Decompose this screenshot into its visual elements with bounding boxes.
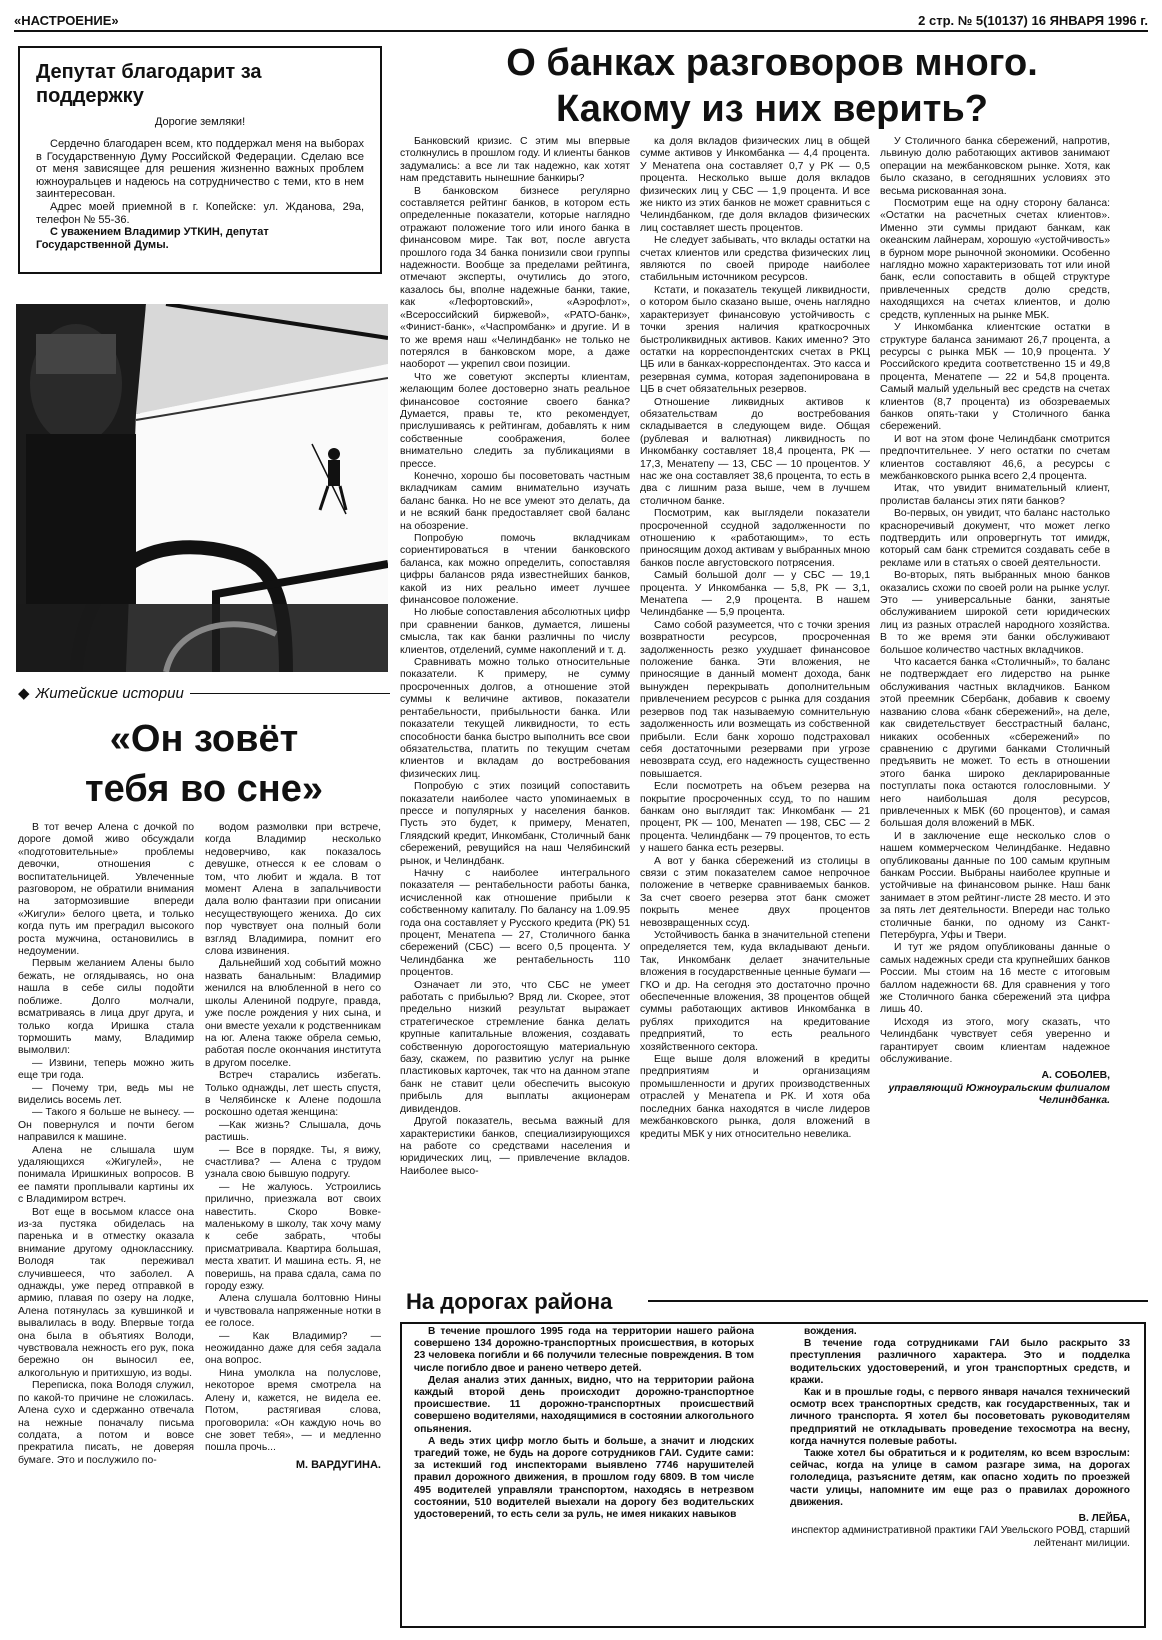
deputy-salutation: Дорогие земляки! xyxy=(154,116,246,128)
section-name: «НАСТРОЕНИЕ» xyxy=(14,13,119,28)
diamond-icon: ◆ xyxy=(18,685,30,702)
bank-article-column-1: Банковский кризис. С этим мы впервые столкнулись в прошлом году. И клиенты банков задумались: а все ли так надежно, как хотят нам представить нынешние банкиры? В банковском бизнесе регулярно составляется рейтинг банков, в котором есть определенные показатели, которые наглядно отражают положение того или иного банка в финансовом мире. Так вот, после августа прошлого года 34 банка понизили свои группы надежности. Вообще за пределами рейтинга, отмечают эксперты, очутились до этого, казалось бы, вполне надежные банки, такие, как «Лефортовский», «Аэрофлот», «Всероссийский биржевой», «РАТО-банк», «Финист-банк», «Часпромбанк» и другие. И в то же время наш «Челиндбанк» не только не потерялся в банковском море, а даже наоборот — укрепил свои позиции. Что же советуют эксперты клиентам, желающим более достоверно знать реальное финансовое состояние своего банка? Думается, правы те, кто рекомендует, прислушиваясь к рейтингам, добавлять к ним собственные соображения, более внимательно следить за публикациями в прессе. Конечно, хорошо бы посоветовать частным вкладчикам самим внимательно изучать баланс банка. Но не все умеют это делать, да и не всякий банк предоставляет свой баланс на обозрение. Попробую помочь вкладчикам сориентироваться в чтении банковского баланса, как можно определить, сопоставляя цифры балансов ряда известнейших банков, какой из них реально имеет лучшее финансовое положение. Но любые сопоставления абсолютных цифр при сравнении банков, думается, лишены смысла, так как банки различны по числу клиентов, отделений, сумме накоплений и т. д. Сравнивать можно только относительные показатели. К примеру, не сумму просроченных долгов, а отношение этой суммы к величине активов, показатели рентабельности, прибыльности банка. Или показатели текущей ликвидности, то есть способности банка быстро выполнить все свои обязательства, платить по текущим счетам клиентов и вкладам до востребования физических лиц. Попробую с этих позиций сопоставить показатели наиболее часто упоминаемых в прессе и популярных у населения банков. Пусть это будет, к примеру, Менатеп, Гляядский кредит, Инкомбанк, Столичный банк сбережений, ревущийся на наш Челябинский рынок, и Челиндбанк. Начну с наиболее интегрального показателя — рентабельности работы банка, исчисленной как отношение прибыли к собственному капиталу. По балансу на 1.09.95 года она составляет у Русского кредита (РК) 51 процент, Менатепа — 27, Столичного банка сбережений (СБС) — всего 0,5 процента. У Челиндбанка же рентабельность 110 процентов. Означает ли это, что СБС не умеет работать с прибылью? Вряд ли. Скорее, этот предельно низкий результат выражает стратегическое стремление банка делать крупные капитальные вложения, создавать собственную дорогостоящую материальную базу, скажем, по развитию услуг на рынке пластиковых карточек, так что на данном этапе банк не ставит цели обеспечить высокую прибыль для выплаты акционерам дивидендов. Другой показатель, весьма важный для характеристики банков, специализирующихся на работе со средствами населения и юридических лиц, — привлечение вкладов. Наиболее высо- xyxy=(400,136,630,1177)
photo-tram-window xyxy=(16,304,388,672)
roads-column-1: В течение прошлого 1995 года на территории нашего района совершено 134 дорожно-транспортных происшествия, в которых 23 человека погибли и 66 получили телесные повреждения. В том числе погибло двое и ранено четверо детей. Делая анализ этих данных, видно, что на территории района каждый второй день происходит дорожно-транспортное происшествие. 11 дорожно-транспортных происшествий совершено водителями, находящимися в состоянии алкогольного опьянения. А ведь этих цифр могло быть и больше, а значит и людских трагедий тоже, не будь на дороге сотрудников ГАИ. Судите сами: за истекший год инспекторами выявлено 7746 нарушителей правил дорожного движения, в прошлом году 6809. В том числе 495 водителей управляли транспортом, находясь в нетрезвом состоянии, 510 водителей выехали на дорогу без водительских удостоверений, то есть сели за руль, не имея никаких навыков xyxy=(414,1326,754,1521)
roads-divider xyxy=(648,1300,1148,1302)
deputy-box xyxy=(18,46,382,274)
roads-column-2: вождения. В течение года сотрудниками ГАИ было раскрыто 33 преступления различного характера. Это и подделка водительских удостоверений, и угон транспортных средств, и кражи. Как и в прошлые годы, с первого января начался технический осмотр всех транспортных средств, как государственных, так и личного транспорта. Я хотел бы посоветовать руководителям предприятий не откладывать проведение техосмотра на весну, когда начнутся полевые работы. Также хотел бы обратиться и к родителям, ко всем взрослым: сейчас, когда на улице в самом разгаре зима, на дорогах гололедица, разъясните детям, как опасно ходить по проезжей части улицы, напомните им еще раз о правилах дорожного движения. В. ЛЕЙБА, инспектор административной практики ГАИ Увельского РОВД, старший лейтенант милиции. xyxy=(790,1326,1130,1549)
roads-signature: В. ЛЕЙБА, инспектор административной практики ГАИ Увельского РОВД, старший лейтенант милиции. xyxy=(791,1513,1130,1549)
article-headline: О банках разговоров много. Какому из них верить? xyxy=(506,42,1038,130)
rubric-label: Житейские истории xyxy=(35,684,184,702)
story-column-2: водом размолвки при встрече, когда Владимир несколько недоверчиво, как показалось девушке, отнесся к ее словам о том, что любит и ждала. В тот момент Алена в запальчивости дала волю фантазии при описании несуществующего жениха. До сих пор чувствует она полный боли взгляд Владимира, помнит его слова извинения. Дальнейший ход событий можно назвать банальным: Владимир женился на влюбленной в него со школы Алениной подруге, правда, уже после рождения у них сына, и они вместе уехали к родственникам на юг. Алена также обрела семью, работая после окончания института в другом поселке. Встреч старались избегать. Только однажды, лет шесть спустя, в Челябинске к Алене подошла роскошно одетая женщина: —Как жизнь? Слышала, дочь растишь. — Все в порядке. Ты, я вижу, счастлива? — Алена с трудом узнала свою бывшую подругу. — Не жалуюсь. Устроились прилично, приезжала вот своих навестить. Скоро Вовке-маленькому в школу, так хочу маму к себе забрать, чтобы присматривала. Квартира большая, места хватит. И машина есть. Я, не поверишь, на права сдала, сама по городу езжу. Алена слушала болтовню Нины и чувствовала напряженные нотки в ее голосе. — Как Владимир? — неожиданно даже для себя задала она вопрос. Нина умолкла на полуслове, некоторое время смотрела на Алену и, кажется, не видела ее. Потом, растягивая слова, проговорила: «Он каждую ночь во сне зовет тебя», — и медленно пошла прочь... М. ВАРДУГИНА. xyxy=(205,822,381,1471)
story-title: «Он зовёт тебя во сне» xyxy=(85,718,323,810)
roads-title: На дорогах района xyxy=(406,1289,613,1314)
deputy-text: Сердечно благодарен всем, кто поддержал меня на выборах в Государственную Думу Российской Федерации. Сделаю все от меня зависящее для решения жизненно важных проблем южноуральцев и надеюсь на сотрудничество с теми, кто в нем заинтересован. Адрес моей приемной в г. Копейске: ул. Жданова, 29а, телефон № 55-36. xyxy=(36,138,364,226)
deputy-signature: С уважением Владимир УТКИН, депутат Государственной Думы. xyxy=(36,226,269,251)
story-column-1: В тот вечер Алена с дочкой по дороге домой живо обсуждали «подготовительные» проблемы девочки, отношения с воспитательницей. Увлеченные разговором, не обратили внимания на затормозившие впереди «Жигули» белого цвета, и только когда путь им преградил высокого роста мужчина, остановились в недоумении. Первым желанием Алены было бежать, не оглядываясь, но она нашла в себе силы подойти поближе. Долго молчали, всматриваясь в лица друг друга, и только когда Иришка стала тормошить маму, Владимир вымолвил: — Извини, теперь можно жить еще три года. — Почему три, ведь мы не виделись восемь лет. — Такого я больше не вынесу. — Он повернулся и почти бегом направился к машине. Алена не слышала шум удаляющихся «Жигулей», не понимала Иришкиных вопросов. В ее памяти проплывали картины их с Владимиром встреч. Вот еще в восьмом классе она из-за пустяка обиделась на паренька и в отместку оказала внимание другому однокласснику. Володя так переживал случившееся, что заболел. А однажды, уже перед отправкой в армию, плавая по озеру на лодке, Алена потянулась за кувшинкой и вывалилась в воду. Впервые тогда она была в объятиях Володи, чувствовала нежность его рук, пока бережно он выносил ее, алкогольную и притихшую, из воды. Переписка, пока Володя служил, по какой-то причине не сложилась. Алена сухо и сдержанно отвечала на нежные поначалу письма солдата, а потом и вовсе прекратила писать, не доверяя бумаге. Это и послужило по- xyxy=(18,822,194,1466)
bank-article-column-2: ка доля вкладов физических лиц в общей сумме активов у Инкомбанка — 4,4 процента. У Менатепа она составляет 0,7 у РК — 0,5 процента. Несколько выше доля вкладов физических лиц у СБС — 1,9 процента. И все же никто из этих банков не может сравниться с Челиндбанком, где доля вкладов физических лиц составляет шесть процентов. Не следует забывать, что вклады остатки на счетах клиентов или средства физических лиц являются по своей природе наиболее стабильным источником ресурсов. Кстати, и показатель текущей ликвидности, о котором было сказано выше, очень наглядно характеризует финансовую устойчивость с точки зрения наличия краткосрочных быстроликвидных активов. Каких именно? Это остатки на корреспондентских счетах в РКЦ ЦБ или в банках-корреспондентах. Это касса и резервная сумма, которая задепонирована в ЦБ в счет обязательных резервов. Отношение ликвидных активов к обязательствам до востребования складывается в следующем виде. Общая (рублевая и валютная) ликвидность по Инкомбанку составляет 18,4 процента, РК — 17,3, Менатепу — 13, СБС — 10 процентов. У нас же она составляет 38,6 процента, то есть в два с лишним раза выше, чем в лучшем столичном банке. Посмотрим, как выглядели показатели просроченной ссудной задолженности по отношению к «работающим», то есть приносящим доход активам у выбранных мною банков после августовского потрясения. Самый большой долг — у СБС — 19,1 процента. У Инкомбанка — 5,8, РК — 3,1, Менатепа — 2,9 процента. В нашем Челиндбанке — 5,9 процента. Само собой разумеется, что с точки зрения возвратности ресурсов, просроченная задолженность резко ухудшает финансовое положение банка. Эти вложения, не приносящие в данный момент дохода, банк вынужден перекрывать дополнительным привлечением ресурсов с рынка для создания резервов под так называемую сомнительную задолженность или возмещать из собственной прибыли. Если банк хорошо подстраховал себя достаточными резервами при угрозе невозврата ссуд, его надежность существенно повышается. Если посмотреть на объем резерва на покрытие просроченных ссуд, то по нашим банкам оно выглядит так: Инкомбанк — 21 процент, РК — 100, Менатеп — 198, СБС — 2 процента. Челиндбанк — 79 процентов, то есть у нашего банка есть резервы. А вот у банка сбережений из столицы в связи с этим показателем самое непрочное положение в четверке сравниваемых банков. За счет своего резерва этот банк сможет покрыть менее двух процентов невозвращенных ссуд. Устойчивость банка в значительной степени определяется тем, куда вкладывают деньги. Так, Инкомбанк делает значительные вложения в государственные ценные бумаги — ГКО и др. На сегодня это достаточно прочно обеспеченные вложения, 38 процентов общей суммы работающих активов Инкомбанка в рублях приходится на кредитование предприятий, то есть реального хозяйственного сектора. Еще выше доля вложений в кредиты предприятиям и организациям промышленности и других производственных отраслей у Менатепа и РК. И хотя оба последних банка находятся в числе лидеров межбанковского рынка, доля вложений в кредиты МБК у них относительно невелика. xyxy=(640,136,870,1140)
story-byline: М. ВАРДУГИНА. xyxy=(295,1458,381,1471)
bank-article-signature: А. СОБОЛЕВ, управляющий Южноуральским филиалом Челиндбанка. xyxy=(888,1070,1110,1107)
deputy-title: Депутат благодарит за поддержку xyxy=(36,61,262,107)
rubric-rule xyxy=(190,693,390,694)
issue-info: 2 стр. № 5(10137) 16 ЯНВАРЯ 1996 г. xyxy=(918,13,1148,28)
masthead xyxy=(14,8,1148,32)
rubric-life-stories xyxy=(18,684,390,702)
bank-article-column-3: У Столичного банка сбережений, напротив, львиную долю работающих активов занимают операции на межбанковском рынке. Хотя, как было сказано, в сегодняшних условиях это весьма рискованная зона. Посмотрим еще на одну сторону баланса: «Остатки на расчетных счетах клиентов». Именно эти суммы придают банкам, как океанским лайнерам, хорошую «устойчивость» в бурном море рыночной экономики. Особенно наглядно можно характеризовать тот или иной банк, если сопоставить в общей структуре привлеченных средств долю средств, находящихся на счетах клиентов, и долю средств, купленных на рынке МБК. У Инкомбанка клиентские остатки в структуре баланса занимают 26,7 процента, а ресурсы с рынка МБК — 10,9 процента. У Российского кредита соответственно 15 и 49,8 процента, Менатепе — 22 и 54,8 процента. Самый малый удельный вес средств на счетах клиентов (8,7 процента) из обозреваемых банков опять-таки у Столичного банка сбережений. И вот на этом фоне Челиндбанк смотрится предпочтительнее. У него остатки по счетам клиентов составляют 46,6, а ресурсы с межбанковского рынка всего 2,4 процента. Итак, что увидит внимательный клиент, пролистав балансы этих пяти банков? Во-первых, он увидит, что баланс настолько красноречивый документ, что может легко подтвердить или опровергнуть тот имидж, который сам банк стремится создавать себе в рекламе или в статьях о своей деятельности. Во-вторых, пять выбранных мною банков оказались схожи по своей роли на рынке услуг. Это — универсальные банки, занятые обслуживанием широкой сети юридических лиц из разных отраслей народного хозяйства. В то же время эти банки обслуживают большое количество частных вкладчиков. Что касается банка «Столичный», то баланс не подтверждает его лидерство на рынке обслуживания частных вкладчиков. Банком этой преемник Сбербанк, добавив к своему названию слова «банк сбережений», на деле, как свидетельствует бесстрастный баланс, никаких особенных «сбережений» по сравнению с другими банками Столичный предъявить не может. То есть в отношении этого банка широко декларированные поступлаты пока остаются голословными. У него наибольшая доля ресурсов, привлеченных к МБК (60 процентов), и самая большая доля вложений в МБК. И в заключение еще несколько слов о нашем коммерческом Челиндбанке. Недавно опубликованы данные по 100 самым крупным банкам России. Выбраны наиболее крупные и устойчивые на финансовом рынке. Наш банк занимает в этом рейтинг-листе 28 место. И это за пять лет деятельности. Впереди нас только столичные банки, по одному из Санкт-Петербурга, Уфы и Твери. И тут же рядом опубликованы данные о самых надежных среди ста крупнейших банков России. Мы стоим на 16 месте с итоговым баллом надежности 68. Для сравнения у того же Столичного банка сбережений эта цифра лишь 40. Исходя из этого, могу сказать, что Челиндбанк чувствует себя уверенно и гарантирует своим клиентам надежное обслуживание. А. СОБОЛЕВ, управляющий Южноуральским филиалом Челиндбанка. xyxy=(880,136,1110,1107)
